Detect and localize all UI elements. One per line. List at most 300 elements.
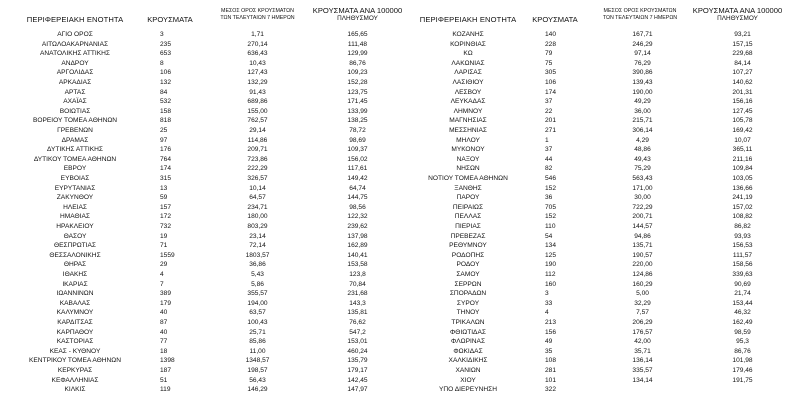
header-per100k-right-line2: ΠΛΗΘΥΣΜΟΥ bbox=[717, 15, 758, 22]
cell-region: ΑΙΤΩΛΟΑΚΑΡΝΑΝΙΑΣ bbox=[41, 40, 109, 48]
cell-avg7: 114,86 bbox=[247, 136, 268, 144]
cell-region: ΦΘΙΩΤΙΔΑΣ bbox=[450, 328, 486, 336]
cell-per100k: 135,81 bbox=[347, 309, 368, 317]
cell-per100k: 93,93 bbox=[734, 232, 751, 240]
cell-cases: 160 bbox=[545, 280, 557, 288]
cell-cases: 125 bbox=[545, 251, 557, 259]
cell-region: ΘΕΣΣΑΛΟΝΙΚΗΣ bbox=[49, 251, 101, 259]
cell-cases: 8 bbox=[160, 59, 164, 67]
cell-region: ΧΙΟΥ bbox=[460, 376, 476, 384]
cell-region: ΕΒΡΟΥ bbox=[63, 165, 87, 173]
cell-per100k: 156,16 bbox=[732, 98, 753, 106]
cell-avg7: 30,00 bbox=[634, 194, 651, 202]
cell-cases: 49 bbox=[545, 338, 553, 346]
cell-cases: 271 bbox=[545, 127, 557, 134]
cell-avg7: 194,00 bbox=[247, 299, 268, 307]
cell-per100k: 109,37 bbox=[347, 146, 368, 154]
cell-per100k: 140,41 bbox=[347, 251, 368, 259]
cell-avg7: 36,00 bbox=[634, 107, 651, 115]
cell-avg7: 49,43 bbox=[634, 155, 651, 163]
cell-avg7: 723,86 bbox=[247, 155, 268, 163]
cell-avg7: 390,86 bbox=[632, 69, 653, 77]
cell-per100k: 123,8 bbox=[349, 271, 366, 278]
cell-avg7: 49,29 bbox=[634, 98, 651, 106]
cell-region: ΑΡΚΑΔΙΑΣ bbox=[58, 79, 92, 86]
cell-avg7: 127,43 bbox=[247, 69, 268, 77]
cell-avg7: 1,71 bbox=[251, 31, 264, 38]
cell-cases: 4 bbox=[545, 309, 549, 317]
cell-avg7: 190,57 bbox=[632, 251, 653, 259]
cell-per100k: 86,76 bbox=[349, 59, 366, 67]
cell-cases: 653 bbox=[160, 50, 172, 58]
cell-per100k: 107,27 bbox=[732, 69, 753, 77]
cell-cases: 156 bbox=[545, 328, 557, 336]
cell-avg7: 167,71 bbox=[632, 31, 653, 38]
cell-per100k: 140,62 bbox=[732, 79, 753, 86]
header-per100k-right-line1: ΚΡΟΥΣΜΑΤΑ ΑΝΑ 100000 bbox=[692, 6, 783, 15]
cell-per100k: 339,63 bbox=[732, 271, 753, 278]
cell-per100k: 153,01 bbox=[347, 338, 368, 346]
header-per100k-left-line2: ΠΛΗΘΥΣΜΟΥ bbox=[337, 15, 378, 22]
cell-cases: 172 bbox=[160, 213, 172, 221]
cell-avg7: 636,43 bbox=[247, 50, 268, 58]
cell-region: ΔΥΤΙΚΗΣ ΑΤΤΙΚΗΣ bbox=[47, 146, 103, 154]
cell-per100k: 179,17 bbox=[347, 367, 368, 374]
cell-cases: 112 bbox=[545, 271, 556, 278]
cell-avg7: 29,14 bbox=[249, 127, 266, 134]
cell-cases: 179 bbox=[160, 299, 172, 307]
cell-per100k: 156,02 bbox=[347, 155, 368, 163]
header-region-right: ΠΕΡΙΦΕΡΕΙΑΚΗ ΕΝΟΤΗΤΑ bbox=[419, 14, 517, 24]
cell-per100k: 46,32 bbox=[734, 309, 751, 317]
cell-avg7: 160,29 bbox=[632, 280, 653, 288]
cell-avg7: 234,71 bbox=[247, 203, 268, 211]
cell-per100k: 111,57 bbox=[732, 251, 753, 259]
cell-region: ΑΡΓΟΛΙΔΑΣ bbox=[56, 69, 94, 77]
cell-avg7: 326,57 bbox=[247, 175, 268, 182]
cell-cases: 1 bbox=[545, 136, 549, 144]
cell-avg7: 124,86 bbox=[632, 271, 653, 278]
cell-per100k: 149,42 bbox=[347, 175, 368, 182]
cell-cases: 157 bbox=[160, 203, 172, 211]
header-avg-left bbox=[200, 0, 315, 30]
cell-per100k: 144,75 bbox=[347, 194, 368, 202]
cell-avg7: 306,14 bbox=[632, 127, 653, 134]
cell-region: ΠΙΕΡΙΑΣ bbox=[455, 223, 481, 230]
cell-region: ΣΕΡΡΩΝ bbox=[454, 280, 482, 288]
cell-avg7: 42,00 bbox=[634, 338, 651, 346]
cell-cases: 176 bbox=[160, 146, 172, 154]
cell-cases: 25 bbox=[160, 127, 168, 134]
cell-cases: 44 bbox=[545, 155, 553, 163]
cell-avg7: 1348,57 bbox=[245, 357, 270, 365]
cell-region: ΜΥΚΟΝΟΥ bbox=[451, 146, 485, 154]
cell-avg7: 134,14 bbox=[632, 376, 653, 384]
cell-avg7: 1803,57 bbox=[245, 251, 270, 259]
cell-per100k: 135,79 bbox=[347, 357, 368, 365]
cell-region: ΓΡΕΒΕΝΩΝ bbox=[57, 127, 93, 134]
cell-cases: 18 bbox=[160, 347, 168, 355]
cell-region: ΚΙΛΚΙΣ bbox=[64, 386, 86, 394]
cell-cases: 37 bbox=[545, 146, 553, 154]
cell-per100k: 211,16 bbox=[732, 155, 753, 163]
cell-avg7: 722,29 bbox=[632, 203, 653, 211]
cell-per100k: 165,65 bbox=[347, 31, 368, 38]
header-per100k-right bbox=[680, 0, 793, 30]
cell-region: ΦΛΩΡΙΝΑΣ bbox=[450, 338, 486, 346]
cell-avg7: 136,14 bbox=[632, 357, 653, 365]
cell-region: ΧΑΝΙΩΝ bbox=[455, 367, 481, 374]
cell-per100k: 229,68 bbox=[732, 50, 753, 58]
cell-avg7: 72,14 bbox=[249, 242, 266, 250]
cell-avg7: 180,00 bbox=[247, 213, 268, 221]
cell-cases: 152 bbox=[545, 184, 557, 192]
cell-cases: 235 bbox=[160, 40, 172, 48]
cell-per100k: 101,98 bbox=[732, 357, 753, 365]
cell-per100k: 95,3 bbox=[736, 338, 749, 346]
cell-avg7: 76,29 bbox=[634, 59, 651, 67]
header-avg-left-line2: ΤΩΝ ΤΕΛΕΥΤΑΙΩΝ 7 ΗΜΕΡΩΝ bbox=[220, 15, 295, 21]
cell-per100k: 547,2 bbox=[349, 328, 366, 336]
cell-cases: 389 bbox=[160, 290, 172, 298]
cell-cases: 71 bbox=[160, 242, 168, 250]
cell-avg7: 355,57 bbox=[247, 290, 268, 298]
cell-region: ΛΕΥΚΑΔΑΣ bbox=[450, 98, 486, 106]
cell-avg7: 5,00 bbox=[636, 290, 649, 298]
cell-cases: 1398 bbox=[160, 357, 175, 365]
cell-region: ΥΠΟ ΔΙΕΡΕΥΝΗΣΗ bbox=[439, 386, 497, 394]
cell-cases: 37 bbox=[545, 98, 553, 106]
cell-region: ΙΚΑΡΙΑΣ bbox=[62, 280, 88, 288]
cell-per100k: 117,61 bbox=[347, 165, 368, 173]
cell-avg7: 270,14 bbox=[247, 40, 268, 48]
cell-cases: 190 bbox=[545, 261, 557, 269]
cell-cases: 174 bbox=[545, 88, 557, 96]
cell-avg7: 222,29 bbox=[247, 165, 268, 173]
cell-cases: 322 bbox=[545, 386, 557, 394]
cell-avg7: 689,86 bbox=[247, 98, 268, 106]
cell-region: ΚΩ bbox=[463, 50, 473, 58]
cell-avg7: 7,57 bbox=[636, 309, 649, 317]
cell-per100k: 133,99 bbox=[347, 107, 368, 115]
cell-per100k: 138,25 bbox=[347, 117, 368, 125]
cell-region: ΞΑΝΘΗΣ bbox=[454, 184, 482, 192]
cell-avg7: 246,29 bbox=[632, 40, 653, 48]
cell-region: ΖΑΚΥΝΘΟΥ bbox=[56, 194, 94, 202]
cell-per100k: 86,76 bbox=[734, 347, 751, 355]
cell-per100k: 142,45 bbox=[347, 376, 368, 384]
cell-cases: 134 bbox=[545, 242, 557, 250]
cell-avg7: 63,57 bbox=[249, 309, 266, 317]
cell-region: ΧΑΛΚΙΔΙΚΗΣ bbox=[448, 357, 488, 365]
cell-avg7: 10,43 bbox=[249, 59, 266, 67]
cell-per100k: 158,56 bbox=[732, 261, 753, 269]
cell-cases: 35 bbox=[545, 347, 553, 355]
cell-per100k: 86,82 bbox=[734, 223, 751, 230]
cell-cases: 106 bbox=[160, 69, 172, 77]
cell-avg7 bbox=[600, 385, 685, 395]
cell-avg7: 200,71 bbox=[632, 213, 653, 221]
cell-region: ΜΕΣΣΗΝΙΑΣ bbox=[449, 127, 487, 134]
cell-region: ΚΑΡΠΑΘΟΥ bbox=[56, 328, 94, 336]
cell-per100k: 109,84 bbox=[732, 165, 753, 173]
cell-region: ΚΕΡΚΥΡΑΣ bbox=[57, 367, 93, 374]
cell-per100k: 169,42 bbox=[732, 127, 753, 134]
cell-cases: 228 bbox=[545, 40, 557, 48]
cell-region: ΒΟΙΩΤΙΑΣ bbox=[59, 107, 91, 115]
cell-per100k: 70,84 bbox=[349, 280, 366, 288]
cell-region: ΛΑΚΩΝΙΑΣ bbox=[451, 59, 485, 67]
cell-per100k: 201,31 bbox=[732, 88, 753, 96]
cell-per100k: 129,99 bbox=[347, 50, 368, 58]
cell-cases: 79 bbox=[545, 50, 553, 58]
cell-avg7: 135,71 bbox=[632, 242, 653, 250]
cell-avg7: 100,43 bbox=[247, 319, 268, 326]
cell-per100k: 179,46 bbox=[732, 367, 753, 374]
cell-avg7: 32,29 bbox=[634, 299, 651, 307]
cell-per100k: 143,3 bbox=[349, 299, 366, 307]
cell-region: ΘΑΣΟΥ bbox=[63, 232, 87, 240]
cell-region: ΒΟΡΕΙΟΥ ΤΟΜΕΑ ΑΘΗΝΩΝ bbox=[32, 117, 118, 125]
cell-region: ΝΗΣΩΝ bbox=[456, 165, 480, 173]
cell-cases: 97 bbox=[160, 136, 168, 144]
cell-avg7: 176,57 bbox=[632, 328, 653, 336]
cell-region: ΡΕΘΥΜΝΟΥ bbox=[449, 242, 487, 250]
cell-cases: 106 bbox=[545, 79, 557, 86]
cell-per100k: 98,59 bbox=[734, 328, 751, 336]
cell-cases: 158 bbox=[160, 107, 172, 115]
cell-cases: 36 bbox=[545, 194, 553, 202]
cell-per100k: 78,72 bbox=[349, 127, 366, 134]
cell-region: ΙΩΑΝΝΙΝΩΝ bbox=[56, 290, 94, 298]
cell-per100k: 147,97 bbox=[347, 386, 368, 394]
cell-region: ΗΡΑΚΛΕΙΟΥ bbox=[56, 223, 94, 230]
cell-cases: 33 bbox=[545, 299, 553, 307]
cell-region: ΘΗΡΑΣ bbox=[63, 261, 87, 269]
cell-region: ΠΡΕΒΕΖΑΣ bbox=[450, 232, 486, 240]
cell-cases: 54 bbox=[545, 232, 553, 240]
cell-cases: 110 bbox=[545, 223, 556, 230]
cell-cases: 101 bbox=[545, 376, 557, 384]
cell-avg7: 4,29 bbox=[636, 136, 649, 144]
cell-avg7: 762,57 bbox=[247, 117, 268, 125]
cell-avg7: 335,57 bbox=[632, 367, 653, 374]
cell-region: ΠΑΡΟΥ bbox=[456, 194, 480, 202]
cell-region: ΚΑΛΥΜΝΟΥ bbox=[56, 309, 94, 317]
cell-region: ΣΑΜΟΥ bbox=[456, 271, 480, 278]
cell-region: ΜΗΛΟΥ bbox=[456, 136, 480, 144]
cell-cases: 1559 bbox=[160, 251, 175, 259]
cell-cases: 705 bbox=[545, 203, 557, 211]
cell-per100k: 10,07 bbox=[734, 136, 751, 144]
cell-avg7: 139,43 bbox=[632, 79, 653, 86]
cell-cases: 764 bbox=[160, 155, 172, 163]
cell-avg7: 56,43 bbox=[249, 376, 266, 384]
cell-cases: 77 bbox=[160, 338, 168, 346]
cell-cases: 29 bbox=[160, 261, 168, 269]
cell-avg7: 5,86 bbox=[251, 280, 264, 288]
cell-region: ΠΕΙΡΑΙΩΣ bbox=[452, 203, 484, 211]
header-cases-left: ΚΡΟΥΣΜΑΤΑ bbox=[147, 14, 193, 24]
cell-region: ΙΘΑΚΗΣ bbox=[62, 271, 88, 278]
cell-avg7: 220,00 bbox=[632, 261, 653, 269]
cell-avg7: 94,86 bbox=[634, 232, 651, 240]
cell-region: ΣΥΡΟΥ bbox=[456, 299, 480, 307]
cell-per100k: 162,49 bbox=[732, 319, 753, 326]
cell-per100k: 239,62 bbox=[347, 223, 368, 230]
cell-per100k: 241,19 bbox=[732, 194, 753, 202]
cell-avg7: 75,29 bbox=[634, 165, 651, 173]
cell-per100k: 84,14 bbox=[734, 59, 751, 67]
cell-avg7: 563,43 bbox=[632, 175, 653, 182]
cell-region: ΛΑΣΙΘΙΟΥ bbox=[452, 79, 484, 86]
cell-avg7: 23,14 bbox=[249, 232, 266, 240]
cell-cases: 140 bbox=[545, 31, 557, 38]
cell-avg7: 803,29 bbox=[247, 223, 268, 230]
cell-region: ΛΑΡΙΣΑΣ bbox=[454, 69, 482, 77]
cell-cases: 84 bbox=[160, 88, 168, 96]
cell-cases: 213 bbox=[545, 319, 557, 326]
cell-cases: 532 bbox=[160, 98, 172, 106]
cell-avg7: 97,14 bbox=[634, 50, 651, 58]
cell-per100k: 64,74 bbox=[349, 184, 366, 192]
cell-per100k: 108,82 bbox=[732, 213, 753, 221]
cell-cases: 187 bbox=[160, 367, 172, 374]
cell-cases: 3 bbox=[545, 290, 549, 298]
cell-region: ΝΟΤΙΟΥ ΤΟΜΕΑ ΑΘΗΝΩΝ bbox=[428, 175, 508, 182]
cell-per100k: 123,75 bbox=[347, 88, 368, 96]
cell-per100k: 157,15 bbox=[732, 40, 753, 48]
header-avg-right-line1: ΜΕΣΟΣ ΟΡΟΣ ΚΡΟΥΣΜΑΤΩΝ bbox=[603, 8, 677, 14]
cell-cases: 82 bbox=[545, 165, 553, 173]
cell-per100k: 111,48 bbox=[347, 40, 368, 48]
cell-region: ΝΑΞΟΥ bbox=[456, 155, 480, 163]
cell-cases: 281 bbox=[545, 367, 557, 374]
cell-avg7: 171,00 bbox=[632, 184, 653, 192]
cell-per100k: 365,11 bbox=[732, 146, 753, 154]
cell-avg7: 155,00 bbox=[247, 107, 268, 115]
cell-avg7: 91,43 bbox=[249, 88, 266, 96]
cell-per100k: 90,69 bbox=[734, 280, 751, 288]
cell-avg7: 144,57 bbox=[632, 223, 653, 230]
cell-per100k: 93,21 bbox=[734, 31, 751, 38]
cell-per100k: 136,66 bbox=[732, 184, 753, 192]
cell-cases: 7 bbox=[160, 280, 164, 288]
cell-avg7: 25,71 bbox=[249, 328, 266, 336]
table-header bbox=[0, 0, 793, 30]
cell-cases: 22 bbox=[545, 107, 553, 115]
cell-avg7: 215,71 bbox=[632, 117, 653, 125]
cell-per100k: 122,32 bbox=[347, 213, 368, 221]
cell-cases: 87 bbox=[160, 319, 168, 326]
cell-region: ΑΧΑΪΑΣ bbox=[63, 98, 87, 106]
cell-cases: 4 bbox=[160, 271, 164, 278]
header-avg-right-line2: ΤΩΝ ΤΕΛΕΥΤΑΙΩΝ 7 ΗΜΕΡΩΝ bbox=[602, 15, 678, 21]
header-region-left: ΠΕΡΙΦΕΡΕΙΑΚΗ ΕΝΟΤΗΤΑ bbox=[26, 14, 124, 24]
cell-region: ΑΡΤΑΣ bbox=[64, 88, 86, 96]
cell-cases: 40 bbox=[160, 309, 168, 317]
cell-cases: 19 bbox=[160, 232, 168, 240]
cell-per100k: 171,45 bbox=[347, 98, 368, 106]
cell-region: ΚΕΝΤΡΙΚΟΥ ΤΟΜΕΑ ΑΘΗΝΩΝ bbox=[29, 357, 121, 365]
cell-cases: 51 bbox=[160, 376, 168, 384]
header-avg-left-line1: ΜΕΣΟΣ ΟΡΟΣ ΚΡΟΥΣΜΑΤΩΝ bbox=[221, 8, 294, 14]
cell-cases: 152 bbox=[545, 213, 557, 221]
cell-cases: 13 bbox=[160, 184, 168, 192]
cell-avg7: 5,43 bbox=[251, 271, 264, 278]
cell-cases: 818 bbox=[160, 117, 172, 125]
cell-avg7: 190,00 bbox=[632, 88, 653, 96]
cell-per100k: 105,78 bbox=[732, 117, 753, 125]
cell-per100k: 191,75 bbox=[732, 376, 753, 384]
cell-region: ΕΥΡΥΤΑΝΙΑΣ bbox=[54, 184, 96, 192]
cell-avg7: 146,29 bbox=[247, 386, 268, 394]
cell-cases: 132 bbox=[160, 79, 172, 86]
cell-region: ΤΗΝΟΥ bbox=[456, 309, 480, 317]
cell-avg7: 36,86 bbox=[249, 261, 266, 269]
cell-avg7: 35,71 bbox=[634, 347, 651, 355]
cell-per100k: 127,45 bbox=[732, 107, 753, 115]
cell-per100k: 153,58 bbox=[347, 261, 368, 269]
cell-per100k: 98,69 bbox=[349, 136, 366, 144]
cell-region: ΛΗΜΝΟΥ bbox=[453, 107, 483, 115]
cell-region: ΚΟΖΑΝΗΣ bbox=[452, 31, 484, 38]
cell-per100k: 98,56 bbox=[349, 203, 366, 211]
cell-region: ΠΕΛΛΑΣ bbox=[454, 213, 482, 221]
cell-per100k: 162,89 bbox=[347, 242, 368, 250]
header-per100k-left-line1: ΚΡΟΥΣΜΑΤΑ ΑΝΑ 100000 bbox=[312, 6, 403, 15]
cell-region: ΔΥΤΙΚΟΥ ΤΟΜΕΑ ΑΘΗΝΩΝ bbox=[33, 155, 117, 163]
cell-cases: 201 bbox=[545, 117, 557, 125]
cell-per100k: 156,53 bbox=[732, 242, 753, 250]
cell-cases: 546 bbox=[545, 175, 557, 182]
cell-avg7: 206,29 bbox=[632, 319, 653, 326]
cell-cases: 40 bbox=[160, 328, 168, 336]
cell-per100k: 76,62 bbox=[349, 319, 366, 326]
cell-region: ΚΑΒΑΛΑΣ bbox=[59, 299, 91, 307]
cell-per100k: 460,24 bbox=[347, 347, 368, 355]
cell-cases: 732 bbox=[160, 223, 172, 230]
cell-avg7: 198,57 bbox=[247, 367, 268, 374]
cell-region: ΜΑΓΝΗΣΙΑΣ bbox=[449, 117, 487, 125]
cell-per100k: 137,98 bbox=[347, 232, 368, 240]
cell-per100k: 103,05 bbox=[732, 175, 753, 182]
cell-avg7: 64,57 bbox=[249, 194, 266, 202]
cell-region: ΚΕΦΑΛΛΗΝΙΑΣ bbox=[51, 376, 99, 384]
cell-region: ΑΝΔΡΟΥ bbox=[61, 59, 89, 67]
cell-cases: 119 bbox=[160, 386, 171, 394]
cell-region: ΚΕΑΣ - ΚΥΘΝΟΥ bbox=[49, 347, 101, 355]
cell-region: ΕΥΒΟΙΑΣ bbox=[60, 175, 90, 182]
cell-avg7: 209,71 bbox=[247, 146, 268, 154]
cell-region: ΛΕΣΒΟΥ bbox=[454, 88, 482, 96]
cell-cases: 59 bbox=[160, 194, 168, 202]
cell-per100k: 152,28 bbox=[347, 79, 368, 86]
cell-avg7: 85,86 bbox=[249, 338, 266, 346]
cell-per100k: 21,74 bbox=[734, 290, 751, 298]
cell-region: ΚΑΡΔΙΤΣΑΣ bbox=[57, 319, 93, 326]
cell-region: ΤΡΙΚΑΛΩΝ bbox=[451, 319, 485, 326]
cell-avg7: 10,14 bbox=[249, 184, 266, 192]
cell-per100k: 109,23 bbox=[347, 69, 368, 77]
cell-cases: 75 bbox=[545, 59, 553, 67]
cell-avg7: 11,00 bbox=[249, 347, 266, 355]
cell-cases: 315 bbox=[160, 175, 172, 182]
cell-region: ΡΟΔΟΥ bbox=[456, 261, 480, 269]
cell-region: ΔΡΑΜΑΣ bbox=[61, 136, 89, 144]
cell-cases: 108 bbox=[545, 357, 557, 365]
cell-region: ΑΓΙΟ ΟΡΟΣ bbox=[57, 31, 93, 38]
